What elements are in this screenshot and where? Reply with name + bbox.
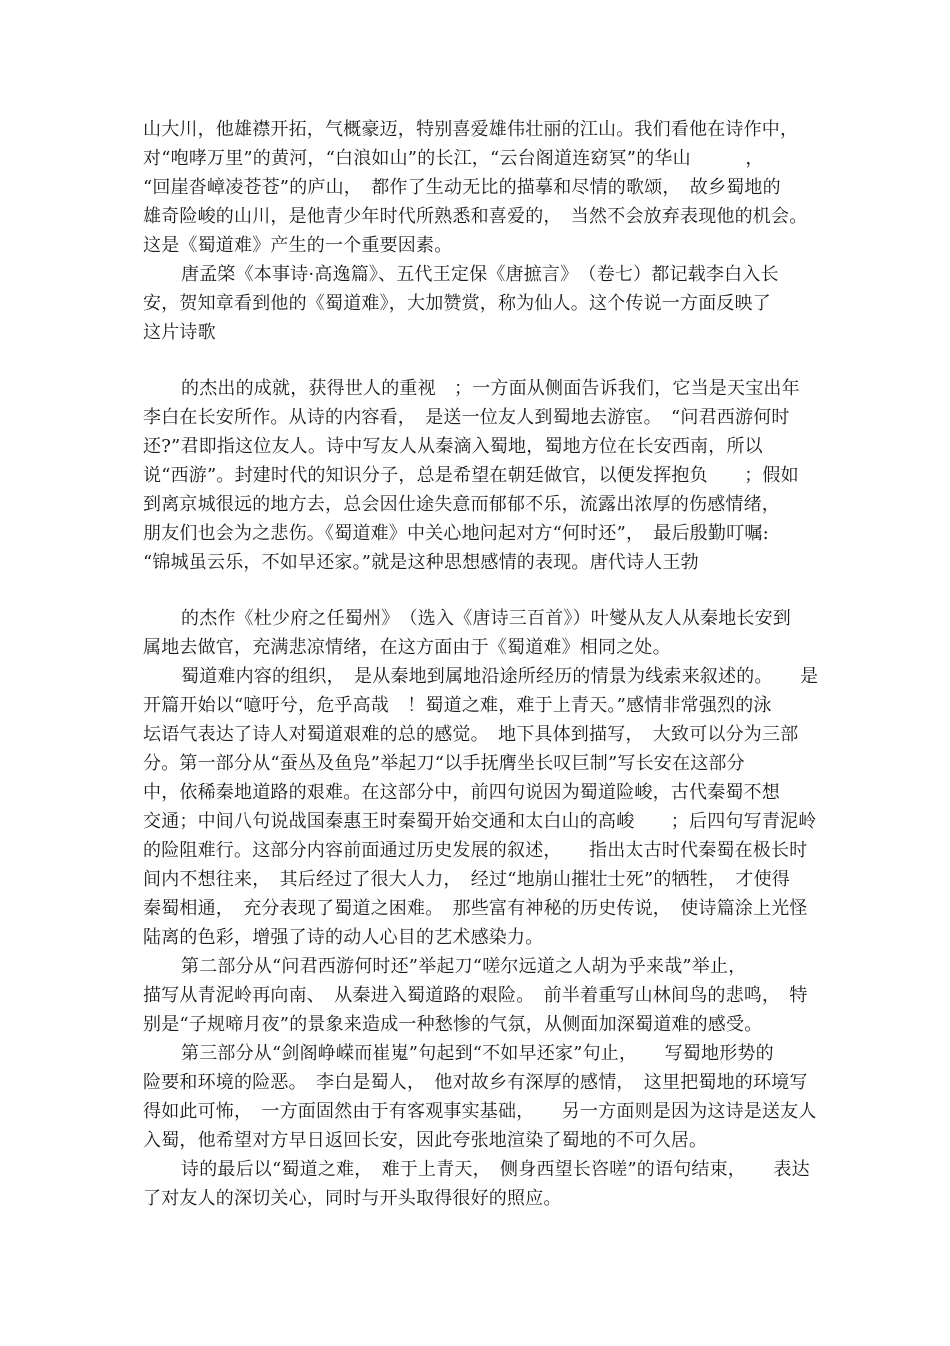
text-line: “回崖沓嶂凌苍苍”的庐山， 都作了生动无比的描摹和尽情的歌颂， 故乡蜀地的: [143, 177, 781, 198]
text-line: 坛语气表达了诗人对蜀道艰难的总的感觉。 地下具体到描写， 大致可以分为三部: [143, 724, 799, 745]
text-line: 雄奇险峻的山川，是他青少年时代所熟悉和喜爱的， 当然不会放弃表现他的机会。: [143, 206, 808, 227]
text-line: 间内不想往来， 其后经过了很大人力， 经过“地崩山摧壮士死”的牺牲， 才使得: [143, 869, 791, 890]
text-line: 对“咆哮万里”的黄河，“白浪如山”的长江，“云台阁道连窈冥”的华山 ，: [143, 148, 764, 169]
text-line: 到离京城很远的地方去，总会因仕途失意而郁郁不乐，流露出浓厚的伤感情绪，: [143, 494, 780, 515]
text-line: 入蜀，他希望对方早日返回长安，因此夸张地渲染了蜀地的不可久居。: [143, 1130, 708, 1151]
text-line: 这是《蜀道难》产生的一个重要因素。: [143, 235, 453, 256]
text-line: 别是“子规啼月夜”的景象来造成一种愁惨的气氛，从侧面加深蜀道难的感受。: [143, 1014, 763, 1035]
text-line: 山大川，他雄襟开拓，气概豪迈，特别喜爱雄伟壮丽的江山。我们看他在诗作中，: [143, 119, 799, 140]
text-line: 陆离的色彩，增强了诗的动人心目的艺术感染力。: [143, 927, 544, 948]
text-line: 还?”君即指这位友人。诗中写友人从秦滴入蜀地，蜀地方位在长安西南，所以: [143, 436, 763, 457]
text-line: 蜀道难内容的组织， 是从秦地到属地沿途所经历的情景为线索来叙述的。 是: [181, 666, 819, 687]
text-line: 分。第一部分从“蚕丛及鱼凫”举起刀“以手抚膺坐长叹巨制”写长安在这部分: [143, 753, 745, 774]
text-line: 李白在长安所作。从诗的内容看， 是送一位友人到蜀地去游宦。 “问君西游何时: [143, 407, 790, 428]
text-line: 秦蜀相通， 充分表现了蜀道之困难。 那些富有神秘的历史传说， 使诗篇涂上光怪: [143, 898, 808, 919]
text-line: 描写从青泥岭再向南、 从秦进入蜀道路的艰险。 前半着重写山林间鸟的悲鸣， 特: [143, 985, 808, 1006]
text-line: “锦城虽云乐，不如早还家。”就是这种思想感情的表现。唐代诗人王勃: [143, 552, 699, 573]
text-line: 险要和环境的险恶。 李白是蜀人， 他对故乡有深厚的感情， 这里把蜀地的环境写: [143, 1072, 808, 1093]
text-line: 得如此可怖， 一方面固然由于有客观事实基础， 另一方面则是因为这诗是送友人: [143, 1101, 817, 1122]
text-line: 属地去做官，充满悲凉情绪，在这方面由于《蜀道难》相同之处。: [143, 637, 671, 658]
text-line: 第二部分从“问君西游何时还”举起刀“嗟尔远道之人胡为乎来哉”举止，: [181, 956, 747, 977]
text-line: 说“西游”。封建时代的知识分子，总是希望在朝廷做官，以便发挥抱负 ；假如: [143, 465, 799, 486]
text-line: 的杰作《杜少府之任蜀州》 （选入《唐诗三百首》）叶燮从友人从秦地长安到: [181, 608, 791, 629]
text-line: 的险阻难行。这部分内容前面通过历史发展的叙述， 指出太古时代秦蜀在极长时: [143, 840, 808, 861]
text-line: 的杰出的成就，获得世人的重视 ；一方面从侧面告诉我们，它当是天宝出年: [181, 378, 800, 399]
text-line: 唐孟棨《本事诗·高逸篇》、五代王定保《唐摭言》 （卷七）都记载李白入长: [181, 264, 779, 285]
text-line: 了对友人的深切关心，同时与开头取得很好的照应。: [143, 1188, 562, 1209]
text-line: 交通；中间八句说战国秦惠王时秦蜀开始交通和太白山的高峻 ；后四句写青泥岭: [143, 811, 817, 832]
text-line: 第三部分从“剑阁峥嵘而崔嵬”句起到“不如早还家”句止， 写蜀地形势的: [181, 1043, 774, 1064]
text-line: 这片诗歌: [143, 322, 216, 343]
text-line: 开篇开始以“噫吁兮，危乎高哉 ！蜀道之难，难于上青天。”感情非常强烈的泳: [143, 695, 772, 716]
text-line: 中，依稀秦地道路的艰难。在这部分中，前四句说因为蜀道险峻，古代秦蜀不想: [143, 782, 780, 803]
text-line: 诗的最后以“蜀道之难， 难于上青天， 侧身西望长咨嗟”的语句结束， 表达: [181, 1159, 810, 1180]
text-line: 安，贺知章看到他的《蜀道难》，大加赞赏，称为仙人。这个传说一方面反映了: [143, 293, 771, 314]
text-line: 朋友们也会为之悲伤。《蜀道难》中关心地问起对方“何时还”， 最后殷勤叮嘱:: [143, 523, 769, 544]
